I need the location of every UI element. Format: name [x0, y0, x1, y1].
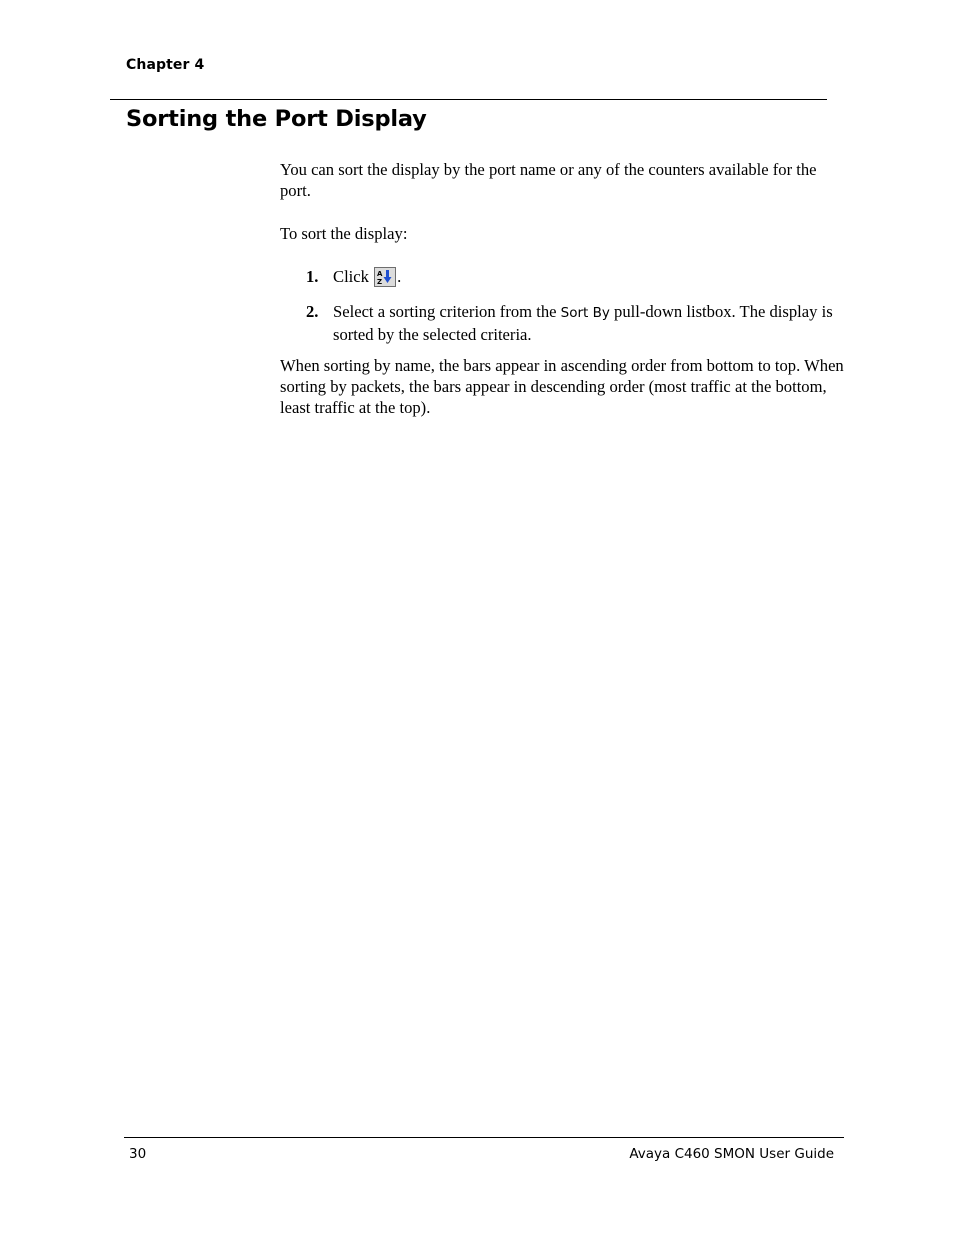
- steps-list: [306, 266, 846, 345]
- lead-paragraph: To sort the display:: [280, 224, 408, 243]
- step-item: [306, 266, 846, 287]
- step-text-end: .: [397, 267, 402, 286]
- step-item: [306, 301, 846, 345]
- intro-paragraph: You can sort the display by the port name or any of the counters available for the port.: [280, 160, 817, 200]
- sort-by-term: Sort By: [560, 305, 610, 321]
- sorting-note-paragraph: When sorting by name, the bars appear in ascending order from bottom to top. When sorting by packets, the bars appear in descending order (most traffic at the bottom, least traffic at the top).: [280, 356, 844, 417]
- step-text-end: pull-down listbox. The display is sorted by the selected criteria.: [333, 302, 833, 344]
- step-text: Select a sorting criterion from the: [333, 302, 557, 321]
- svg-text:Z: Z: [377, 278, 383, 285]
- chapter-label: Chapter 4: [126, 57, 205, 73]
- header-divider: [110, 99, 827, 100]
- document-title: Avaya C460 SMON User Guide: [629, 1146, 834, 1162]
- step-text: Click: [333, 267, 369, 286]
- svg-text:A: A: [377, 270, 383, 278]
- footer-divider: [124, 1137, 844, 1138]
- page-number: 30: [129, 1146, 147, 1162]
- sort-az-icon: [374, 267, 396, 287]
- step-number: 2.: [306, 302, 319, 321]
- step-number: 1.: [306, 267, 319, 286]
- section-title: Sorting the Port Display: [126, 106, 427, 132]
